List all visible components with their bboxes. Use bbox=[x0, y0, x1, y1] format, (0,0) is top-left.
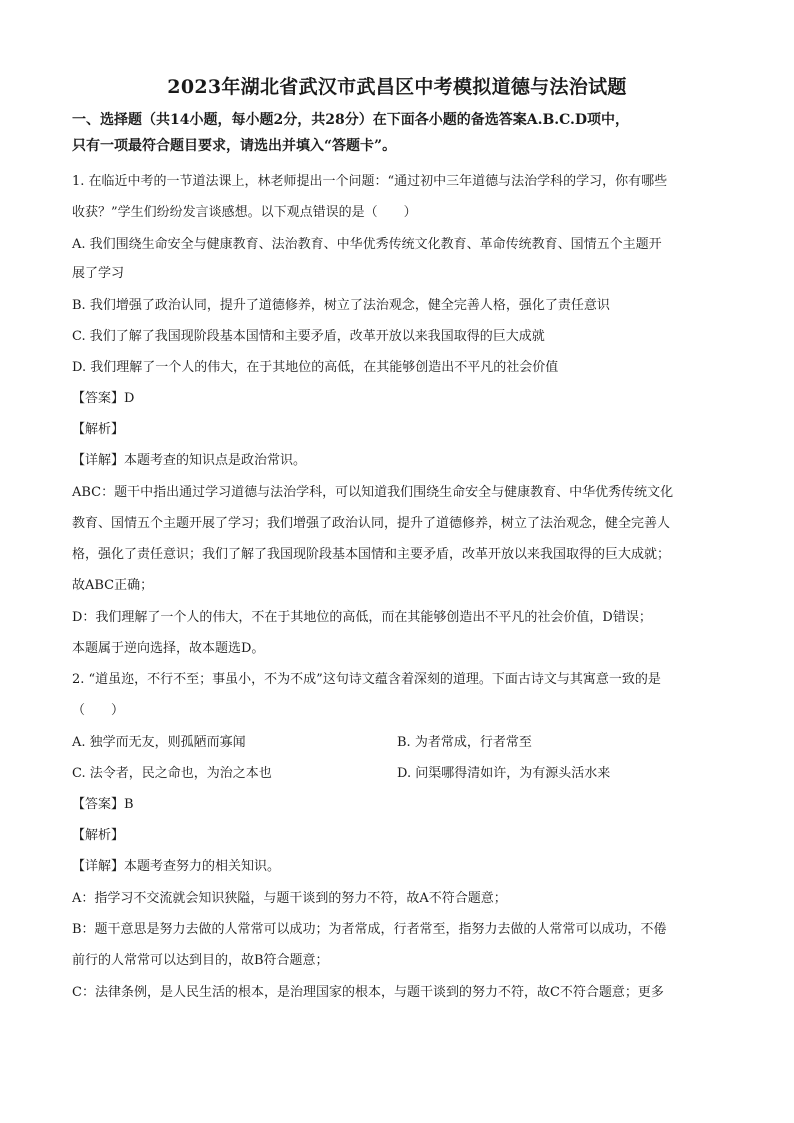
q1-option-b: B. 我们增强了政治认同，提升了道德修养，树立了法治观念，健全完善人格，强化了责任意识 bbox=[72, 298, 610, 313]
q2-answer: 【答案】B bbox=[72, 797, 134, 812]
q1-option-d: D. 我们理解了一个人的伟大，在于其地位的高低，在其能够创造出不平凡的社会价值 bbox=[72, 360, 559, 375]
q2-option-b: B. 为者常成，行者常至 bbox=[397, 735, 532, 750]
q1-option-a: A. 我们围绕生命安全与健康教育、法治教育、中华优秀传统文化教育、革命传统教育、国情五个主题开 bbox=[72, 237, 662, 252]
document-title: 2023年湖北省武汉市武昌区中考模拟道德与法治试题 bbox=[167, 76, 627, 98]
q2-analysis-label: 【解析】 bbox=[72, 828, 125, 843]
q1-explanation-line: D：我们理解了一个人的伟大，不在于其地位的高低，而在其能够创造出不平凡的社会价值，D错误； bbox=[72, 610, 652, 625]
section-header: 一、选择题（共14小题，每小题2分，共28分）在下面各小题的备选答案A.B.C.D项中， bbox=[72, 112, 630, 128]
q2-explanation-line: B：题干意思是努力去做的人常常可以成功；为者常成，行者常至，指努力去做的人常常可以成功，不倦 bbox=[72, 922, 667, 937]
q2-option-c: C. 法令者，民之命也，为治之本也 bbox=[72, 766, 272, 781]
q1-explanation-line: 故ABC正确； bbox=[72, 578, 154, 593]
q1-answer: 【答案】D bbox=[72, 391, 135, 406]
q1-explanation-line: 格，强化了责任意识；我们了解了我国现阶段基本国情和主要矛盾，改革开放以来我国取得的巨大成就； bbox=[72, 547, 671, 562]
q1-stem-cont: 收获？”学生们纷纷发言谈感想。以下观点错误的是（ ） bbox=[72, 205, 417, 220]
q2-option-d: D. 问渠哪得清如许，为有源头活水来 bbox=[397, 766, 611, 781]
q1-option-c: C. 我们了解了我国现阶段基本国情和主要矛盾，改革开放以来我国取得的巨大成就 bbox=[72, 329, 545, 344]
q2-explanation-line: C：法律条例，是人民生活的根本，是治理国家的根本，与题干谈到的努力不符，故C不符合题意；更多 bbox=[72, 985, 664, 1000]
q2-explanation-line: A：指学习不交流就会知识狭隘，与题干谈到的努力不符，故A不符合题意； bbox=[72, 891, 507, 906]
q2-detail: 【详解】本题考查努力的相关知识。 bbox=[72, 859, 281, 874]
section-header-cont: 只有一项最符合题目要求，请选出并填入“答题卡”。 bbox=[72, 138, 397, 154]
q2-stem-cont: （ ） bbox=[72, 703, 125, 718]
q1-detail: 【详解】本题考查的知识点是政治常识。 bbox=[72, 453, 307, 468]
q1-explanation-line: 教育、国情五个主题开展了学习；我们增强了政治认同，提升了道德修养，树立了法治观念，健全完善人 bbox=[72, 516, 671, 531]
q2-option-a: A. 独学而无友，则孤陋而寡闻 bbox=[72, 735, 246, 750]
q1-explanation-line: ABC：题干中指出通过学习道德与法治学科，可以知道我们围绕生命安全与健康教育、中华优秀传统文化 bbox=[72, 485, 674, 500]
q2-stem: 2. “道虽迩，不行不至；事虽小，不为不成”这句诗文蕴含着深刻的道理。下面古诗文与其寓意一致的是 bbox=[72, 672, 661, 687]
q1-option-a-cont: 展了学习 bbox=[72, 266, 125, 281]
q1-analysis-label: 【解析】 bbox=[72, 422, 125, 437]
q2-explanation-line: 前行的人常常可以达到目的，故B符合题意； bbox=[72, 953, 329, 968]
q1-stem: 1. 在临近中考的一节道法课上，林老师提出一个问题：“通过初中三年道德与法治学科的学习，你有哪些 bbox=[72, 174, 668, 189]
q1-explanation-line: 本题属于逆向选择，故本题选D。 bbox=[72, 641, 265, 656]
